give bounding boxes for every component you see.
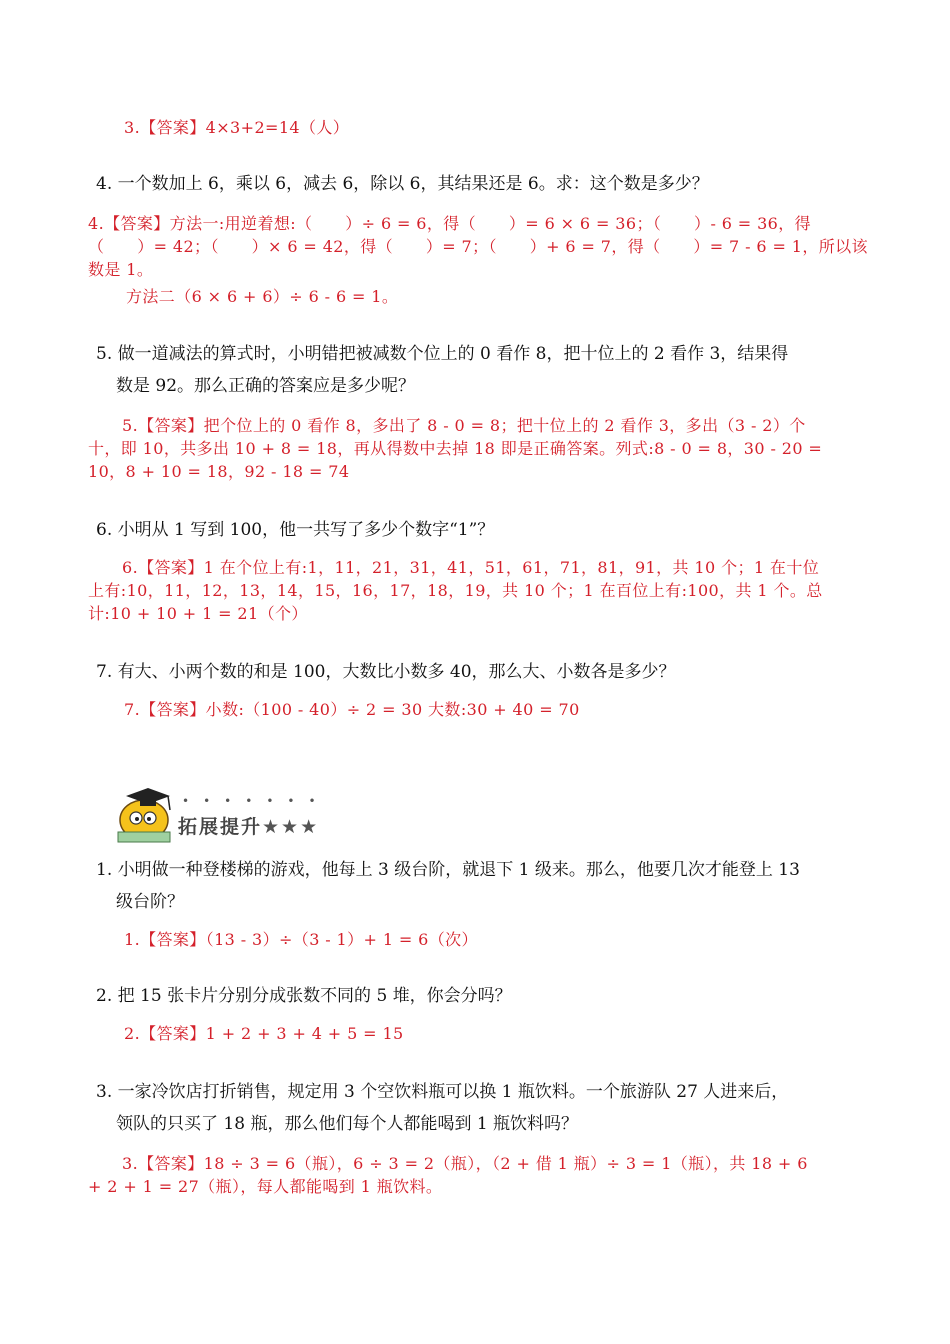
decorative-dots: ••••••• xyxy=(182,794,330,808)
question-7: 7. 有大、小两个数的和是 100，大数比小数多 40，那么大、小数各是多少？ xyxy=(96,662,676,682)
student-mascot-icon xyxy=(112,782,182,844)
answer-5: 5.【答案】把个位上的 0 看作 8，多出了 8 - 0 = 8；把十位上的 2 看作 3，多出（3 - 2）个 十，即 10，共多出 10 + 8 = 18，再从得数中去掉 18 即是正确答案。列式:8 - 0 = 8，30 - 20 = 10，8 + 10 = 18，92 - 18 = 74 xyxy=(88,416,823,481)
question-5: 5. 做一道减法的算式时，小明错把被减数个位上的 0 看作 8，把十位上的 2 看作 3，结果得 数是 92。那么正确的答案应是多少呢？ xyxy=(96,344,789,396)
answer-7: 7.【答案】小数:（100 - 40）÷ 2 = 30 大数:30 + 40 = 70 xyxy=(124,700,580,719)
section-banner xyxy=(112,782,372,844)
answer-3: 3.【答案】4×3+2=14（人） xyxy=(124,118,350,137)
question-6: 6. 小明从 1 写到 100，他一共写了多少个数字“1”？ xyxy=(96,520,495,540)
extension-question-3: 3. 一家冷饮店打折销售，规定用 3 个空饮料瓶可以换 1 瓶饮料。一个旅游队 27 人进来后， 领队的只买了 18 瓶，那么他们每个人都能喝到 1 瓶饮料吗？ xyxy=(96,1082,789,1134)
extension-question-2: 2. 把 15 张卡片分别分成张数不同的 5 堆，你会分吗？ xyxy=(96,986,512,1006)
extension-answer-3: 3.【答案】18 ÷ 3 = 6（瓶），6 ÷ 3 = 2（瓶），（2 + 借 1 瓶）÷ 3 = 1（瓶），共 18 + 6 + 2 + 1 = 27（瓶），每人都能喝到 1 瓶饮料。 xyxy=(88,1154,808,1196)
question-4: 4. 一个数加上 6，乘以 6，减去 6，除以 6，其结果还是 6。求：这个数是多少？ xyxy=(96,174,709,194)
answer-4: 4.【答案】方法一:用逆着想:（ ）÷ 6 = 6，得（ ）= 6 × 6 = 36；（ ）- 6 = 36，得 （ ）= 42；（ ）× 6 = 42，得（ ）= 7；（ ）+ 6 = 7，得（ ）= 7 - 6 = 1，所以该 数是 1。 方法二（6 × 6 + 6）÷ 6 - 6 = 1。 xyxy=(88,214,868,306)
answer-6: 6.【答案】1 在个位上有:1，11，21，31，41，51，61，71，81，91，共 10 个；1 在十位 上有:10，11，12，13，14，15，16，17，18，19，共 10 个；1 在百位上有:100，共 1 个。总 计:10 + 10 + 1 = 21（个） xyxy=(88,558,823,623)
rating-stars: ★★★ xyxy=(262,816,320,838)
extension-question-1: 1. 小明做一种登楼梯的游戏，他每上 3 级台阶，就退下 1 级来。那么，他要几次才能登上 13 级台阶？ xyxy=(96,860,800,912)
extension-answer-1: 1.【答案】（13 - 3）÷（3 - 1）+ 1 = 6（次） xyxy=(124,930,478,949)
extension-answer-2: 2.【答案】1 + 2 + 3 + 4 + 5 = 15 xyxy=(124,1024,404,1043)
section-title: 拓展提升★★★ xyxy=(178,816,320,838)
